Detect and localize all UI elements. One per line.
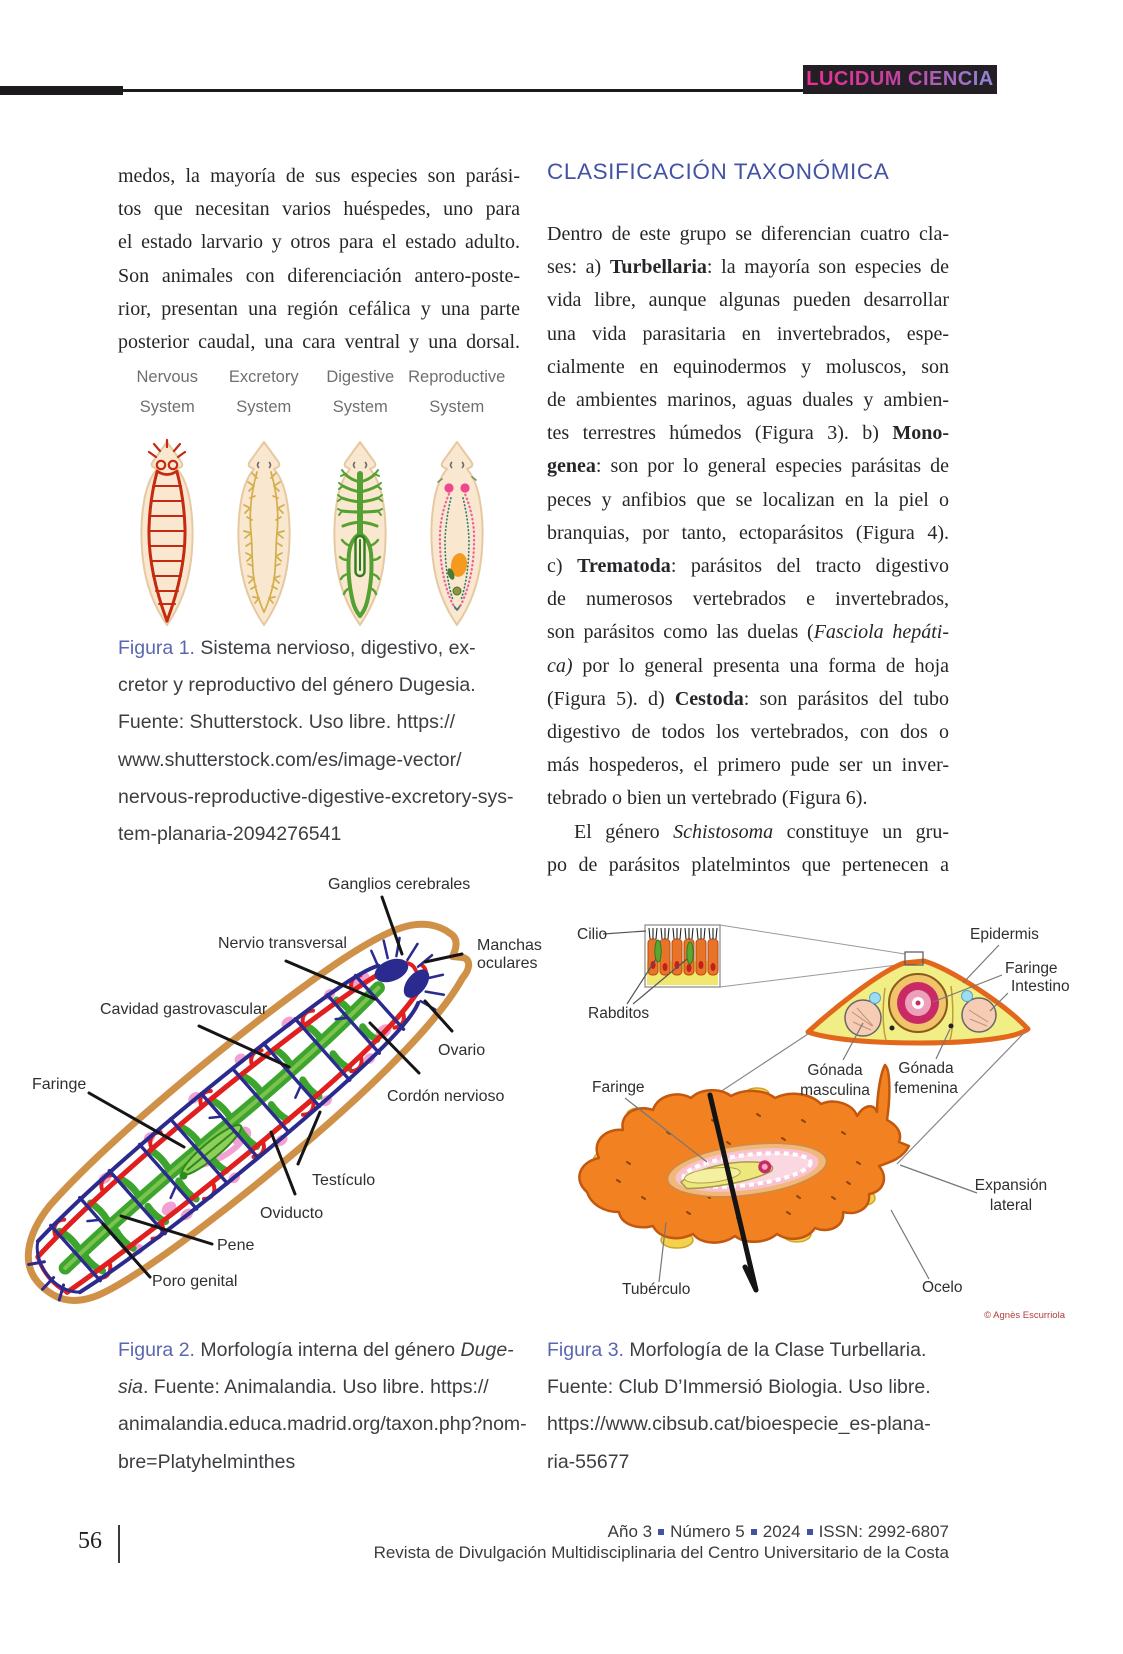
figure2-planaria-diagram [8, 820, 542, 1315]
fig2-label-cavidad: Cavidad gastrovascular [100, 1001, 268, 1018]
figure3-turbellaria-diagram [547, 862, 1070, 1324]
footer-separator-square [658, 1529, 664, 1535]
fig3-label-tuberculo: Tubérculo [622, 1281, 691, 1298]
section-heading: CLASIFICACIÓN TAXONÓMICA [547, 159, 890, 184]
text-line: una vida parasitaria en invertebrados, espe- [547, 322, 949, 345]
fig1-header-line: System [236, 398, 292, 416]
fig1-header-line: System [332, 398, 388, 416]
fig3-label-expansion-2: lateral [989, 1197, 1033, 1214]
fig1-nervous-header [137, 362, 198, 422]
text-line: www.shutterstock.com/es/image-vector/ [118, 748, 462, 771]
fig3-label-faringe: Faringe [592, 1079, 645, 1096]
fig3-label-intestino: Intestino [1011, 978, 1070, 995]
fig1-digestive [312, 362, 409, 628]
fig2-label-nervio: Nervio transversal [218, 935, 347, 952]
text-line: ria-55677 [547, 1450, 630, 1473]
text-line: rior, presentan una región cefálica y una parte [118, 297, 520, 320]
footer-meta-part: Número 5 [670, 1522, 745, 1541]
turbellaria-body [579, 1065, 977, 1290]
top-rule-thick [0, 86, 123, 95]
fig1-header-line: Excretory [228, 368, 299, 386]
fig3-label-gonada-m-1: Gónada [807, 1062, 863, 1079]
fig1-excretory [216, 362, 313, 628]
fig1-header-line: System [139, 398, 195, 416]
text-line: nervous-reproductive-digestive-excretory-sys- [118, 785, 514, 808]
digestive-system-worm-illustration [317, 438, 403, 628]
fig3-credit: © Agnès Escurriola [984, 1310, 1065, 1321]
text-line: medos, la mayoría de sus especies son parási- [118, 165, 520, 187]
footer-meta-part: 2024 [762, 1522, 801, 1541]
text-line: digestivo de todos los vertebrados, con dos o [547, 721, 949, 744]
fig1-excretory-header [229, 362, 299, 422]
text-line: El género Schistosoma constituye un gru- [574, 820, 950, 843]
fig1-reproductive-header [408, 362, 505, 422]
text-line: son parásitos como las duelas (Fasciola hepáti- [547, 621, 950, 644]
journal-logo-text: LUCIDUM CIENCIA [806, 68, 994, 90]
text-line: Figura 3. Morfología de la Clase Turbellaria. [547, 1339, 927, 1361]
page-number-divider [118, 1525, 120, 1563]
figure2-caption [118, 1332, 530, 1481]
top-rule-thin [123, 89, 803, 92]
text-line: de ambientes marinos, aguas duales y ambien- [547, 389, 949, 412]
fig3-label-gonada-m-2: masculina [800, 1082, 870, 1099]
cross-section [808, 945, 1028, 1060]
fig3-label-faringe-corte: Faringe [1005, 960, 1058, 977]
text-line: branquias, por tanto, ectoparásitos (Figura 4). [547, 521, 949, 544]
fig2-label-ganglios: Ganglios cerebrales [328, 876, 471, 893]
footer-meta-part: ISSN: 2992-6807 [818, 1522, 949, 1541]
nervous-system-worm-illustration [124, 438, 210, 628]
text-line: el estado larvario y otros para el estado adulto. [118, 231, 520, 254]
fig2-label-manchas-2: oculares [477, 955, 538, 972]
text-line: Fuente: Club D’Immersió Biologia. Uso libre. [547, 1376, 931, 1399]
text-line: tebrado o bien un vertebrado (Figura 6). [547, 787, 868, 810]
text-line: (Figura 5). d) Cestoda: son parásitos del tubo [547, 687, 949, 710]
text-line: tos que necesitan varios huéspedes, uno para [118, 198, 520, 221]
left-paragraph [118, 160, 520, 359]
fig2-label-faringe: Faringe [32, 1076, 87, 1093]
fig3-label-gonada-f-2: femenina [894, 1080, 958, 1097]
right-paragraph [547, 218, 949, 882]
figure1 [119, 362, 505, 628]
fig2-label-cordon: Cordón nervioso [387, 1088, 505, 1105]
fig2-label-manchas-1: Manchas [477, 937, 542, 954]
text-line: po de parásitos platelmintos que pertenecen a [547, 853, 949, 876]
fig1-header-line: System [429, 398, 485, 416]
fig2-label-oviducto: Oviducto [260, 1205, 324, 1222]
text-line: cretor y reproductivo del género Dugesia. [118, 674, 476, 697]
fig1-nervous [119, 362, 216, 628]
text-line: sia. Fuente: Animalandia. Uso libre. https:// [118, 1376, 489, 1399]
text-line: bre=Platyhelminthes [118, 1450, 296, 1473]
text-line: Figura 2. Morfología interna del género Duge- [118, 1339, 514, 1361]
fig1-header-line: Reproductive [408, 368, 506, 386]
fig2-label-testiculo: Testículo [312, 1172, 376, 1189]
page-number: 56 [78, 1528, 102, 1554]
text-line: animalandia.educa.madrid.org/taxon.php?nom- [118, 1413, 527, 1436]
planaria-body [0, 890, 496, 1332]
text-line: Fuente: Shutterstock. Uso libre. https:// [118, 711, 456, 734]
gonad-cell [962, 998, 996, 1032]
footer-issue-line [374, 1522, 949, 1543]
fig2-label-ovario: Ovario [438, 1042, 486, 1059]
fig1-digestive-header [326, 362, 394, 422]
gonad-cell [845, 1000, 881, 1036]
fig3-label-ocelo: Ocelo [922, 1279, 963, 1296]
text-line: posterior caudal, una cara ventral y una dorsal. [118, 331, 520, 354]
journal-logo [803, 65, 997, 94]
text-line: Dentro de este grupo se diferencian cuatro cla- [547, 223, 949, 245]
rhabdite [687, 942, 693, 964]
fig3-label-expansion-1: Expansión [974, 1177, 1048, 1194]
text-line: Son animales con diferenciación antero-poste- [118, 264, 520, 287]
fig1-header-line: Digestive [326, 368, 395, 386]
text-line: https://www.cibsub.cat/bioespecie_es-plana- [547, 1413, 931, 1436]
text-line: tes terrestres húmedos (Figura 3). b) Mono- [547, 422, 949, 445]
fig1-header-line: Nervous [136, 368, 198, 386]
text-line: de numerosos vertebrados e invertebrados, [547, 588, 949, 611]
text-line: vida libre, aunque algunas pueden desarrollar [547, 289, 949, 312]
fig3-label-epidermis: Epidermis [970, 926, 1039, 943]
text-line: ses: a) Turbellaria: la mayoría son especies de [547, 256, 950, 279]
footer-publisher-line: Revista de Divulgación Multidisciplinaria del Centro Universitario de la Costa [373, 1542, 949, 1562]
excretory-system-worm-illustration [221, 438, 307, 628]
text-line: ca) por lo general presenta una forma de hoja [547, 654, 949, 677]
text-line: tem-planaria-2094276541 [118, 823, 342, 846]
text-line: c) Trematoda: parásitos del tracto digestivo [547, 555, 949, 578]
rhabdite [655, 940, 661, 962]
fig3-label-rabditos: Rabditos [588, 1005, 650, 1022]
fig2-label-poro: Poro genital [152, 1273, 238, 1290]
fig3-label-cilio: Cilio [577, 926, 608, 943]
fig2-label-pene: Pene [217, 1237, 255, 1254]
figure3-caption [547, 1332, 959, 1481]
text-line: peces y anfibios que se localizan en la piel o [547, 488, 949, 511]
footer-meta [374, 1522, 949, 1563]
text-line: genea: son por lo general especies parásitas de [547, 455, 949, 478]
footer-meta-part: Año 3 [607, 1522, 653, 1541]
text-line: cialmente en equinodermos y moluscos, son [547, 355, 949, 378]
text-line: Figura 1. Sistema nervioso, digestivo, ex- [118, 637, 476, 659]
text-line: más hospederos, el primero pude ser un inver- [547, 754, 949, 777]
footer-separator-square [807, 1529, 813, 1535]
footer-separator-square [751, 1529, 757, 1535]
reproductive-system-worm-illustration [414, 438, 500, 628]
fig3-label-gonada-f-1: Gónada [898, 1060, 954, 1077]
fig1-reproductive [409, 362, 506, 628]
